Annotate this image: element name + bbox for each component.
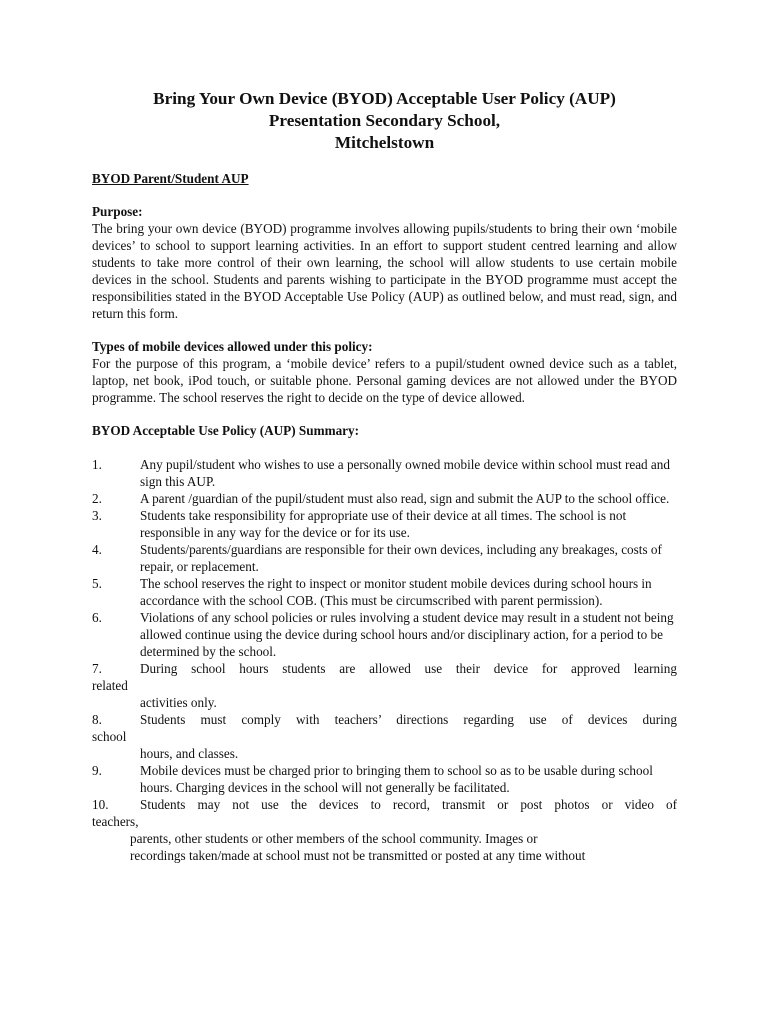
list-item-number: 6.	[92, 610, 102, 625]
list-item-text: Students may not use the devices to record, transmit or post photos or video of	[140, 797, 677, 812]
list-item-continuation: activities only.	[140, 695, 217, 710]
list-item-continuation: recordings taken/made at school must not be transmitted or posted at any time without	[130, 848, 586, 863]
list-item-number: 7.	[92, 661, 102, 676]
list-item-text: Students must comply with teachers’ directions regarding use of devices during	[140, 712, 677, 727]
device-types-heading: Types of mobile devices allowed under this policy:	[92, 339, 373, 354]
section-label: BYOD Parent/Student AUP	[92, 171, 249, 186]
title-line-1: Bring Your Own Device (BYOD) Acceptable User Policy (AUP)	[153, 89, 616, 108]
list-item-text: A parent /guardian of the pupil/student must also read, sign and submit the AUP to the school office.	[140, 491, 670, 506]
document-title	[92, 88, 677, 154]
purpose-heading: Purpose:	[92, 204, 143, 219]
list-item	[92, 711, 677, 762]
list-item-continuation: hours, and classes.	[140, 746, 239, 761]
list-item-continuation: parents, other students or other members of the school community. Images or	[130, 831, 538, 846]
list-item	[92, 490, 677, 507]
list-item	[92, 660, 677, 711]
list-item-text: Students take responsibility for appropriate use of their device at all times. The school is not responsible in any way for the device or for its use.	[140, 508, 627, 540]
list-item	[92, 796, 677, 864]
list-item-text: Mobile devices must be charged prior to bringing them to school so as to be usable during school hours. Charging devices in the school will not generally be facilitated.	[140, 763, 653, 795]
list-item	[92, 762, 677, 796]
list-item	[92, 609, 677, 660]
list-item-number: 4.	[92, 542, 102, 557]
list-item-number: 5.	[92, 576, 102, 591]
list-item	[92, 575, 677, 609]
list-item-text: During school hours students are allowed use their device for approved learning	[140, 661, 677, 676]
list-item	[92, 541, 677, 575]
list-item	[92, 456, 677, 490]
device-types-text: For the purpose of this program, a ‘mobile device’ refers to a pupil/student owned device such as a tablet, laptop, net book, iPod touch, or suitable phone. Personal gaming devices are not allowed under the BYOD programme. The school reserves the right to decide on the type of device allowed.	[92, 356, 677, 405]
list-item-first-line	[92, 796, 677, 813]
list-item-number: 1.	[92, 457, 102, 472]
list-item-wrapped-word: related	[92, 678, 128, 693]
list-item-text: Any pupil/student who wishes to use a personally owned mobile device within school must read and sign this AUP.	[140, 457, 670, 489]
list-item-text: Students/parents/guardians are responsible for their own devices, including any breakages, costs of repair, or replacement.	[140, 542, 662, 574]
list-item-first-line	[92, 660, 677, 677]
list-item-text: Violations of any school policies or rules involving a student device may result in a student not being allowed continue using the device during school hours and/or disciplinary action, for a period to be determined by the school.	[140, 610, 674, 659]
aup-summary-section	[92, 422, 677, 864]
list-item-number: 10.	[92, 797, 109, 812]
list-item-number: 8.	[92, 712, 102, 727]
document-page	[92, 88, 677, 864]
aup-rules-list	[92, 456, 677, 864]
list-item-wrapped-word: school	[92, 729, 127, 744]
list-item-text: The school reserves the right to inspect or monitor student mobile devices during school hours in accordance with the school COB. (This must be circumscribed with parent permission).	[140, 576, 652, 608]
list-item-wrapped-word: teachers,	[92, 814, 139, 829]
list-item-number: 2.	[92, 491, 102, 506]
device-types-section	[92, 338, 677, 406]
purpose-section	[92, 203, 677, 322]
purpose-text: The bring your own device (BYOD) programme involves allowing pupils/students to bring their own ‘mobile devices’ to school to support learning activities. In an effort to support student centred learning and allow students to take more control of their own learning, the school will allow students to use certain mobile devices in the school. Students and parents wishing to participate in the BYOD programme must accept the responsibilities stated in the BYOD Acceptable Use Policy (AUP) as outlined below, and must read, sign, and return this form.	[92, 221, 677, 321]
list-item-number: 9.	[92, 763, 102, 778]
title-line-2: Presentation Secondary School,	[268, 111, 501, 130]
list-item-number: 3.	[92, 508, 102, 523]
title-line-3: Mitchelstown	[334, 133, 435, 152]
list-item-first-line	[92, 711, 677, 728]
list-item	[92, 507, 677, 541]
aup-summary-heading: BYOD Acceptable Use Policy (AUP) Summary:	[92, 423, 360, 438]
